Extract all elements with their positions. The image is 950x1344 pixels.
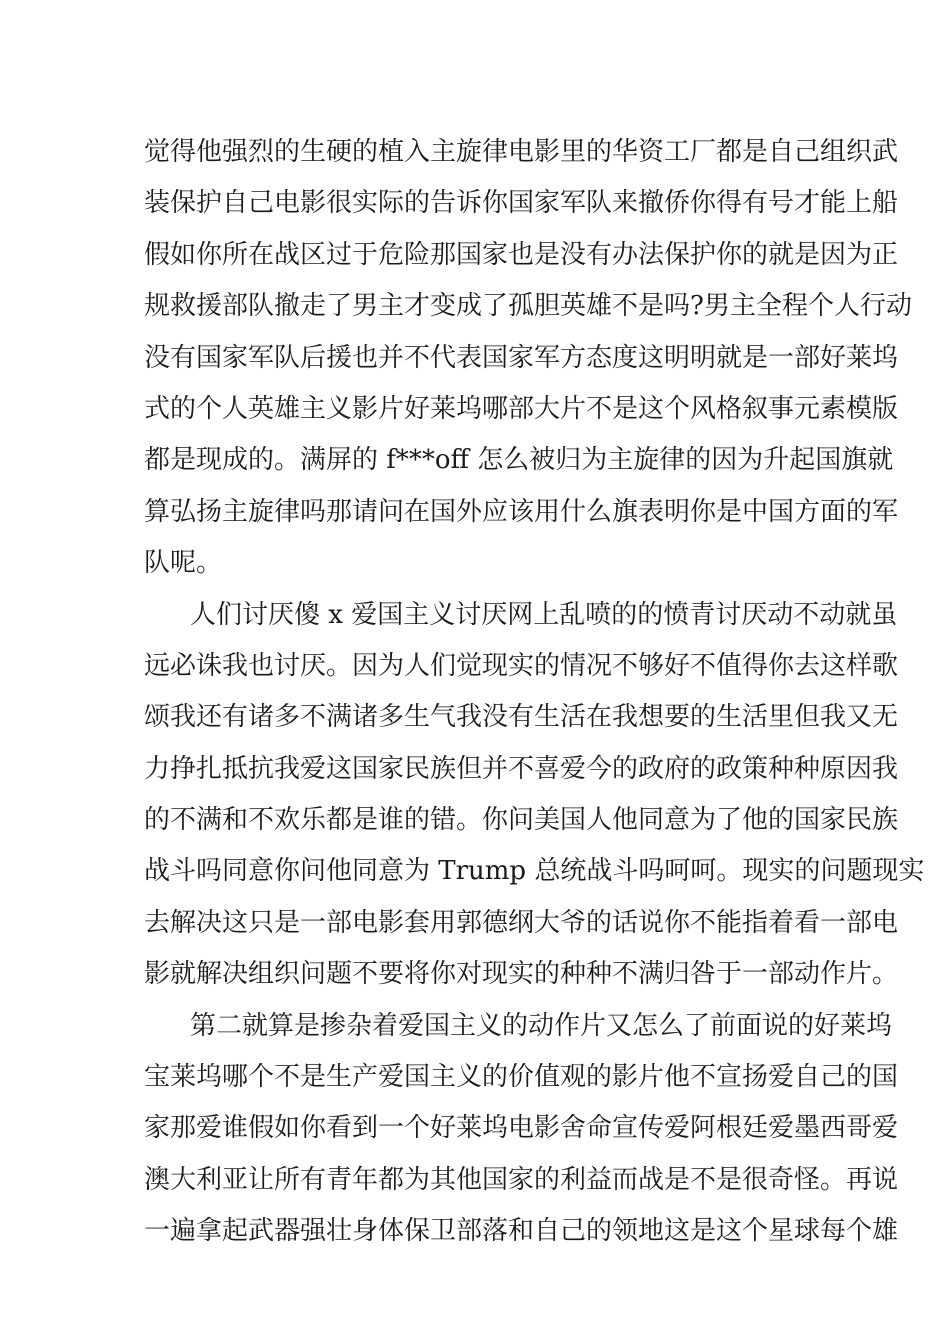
paragraph-1	[144, 127, 912, 590]
text-line: 假如你所在战区过于危险那国家也是没有办法保护你的就是因为正	[144, 239, 899, 270]
text-line: 澳大利亚让所有青年都为其他国家的利益而战是不是很奇怪。再说	[144, 1164, 899, 1195]
text-line: 没有国家军队后援也并不代表国家军方态度这明明就是一部好莱坞	[144, 342, 899, 373]
text-line: 宝莱坞哪个不是生产爱国主义的价值观的影片他不宣扬爱自己的国	[144, 1062, 899, 1093]
text-line: 装保护自己电影很实际的告诉你国家军队来撤侨你得有号才能上船	[144, 188, 899, 219]
text-line: 都是现成的。满屏的 f***off 怎么被归为主旋律的因为升起国旗就	[144, 445, 894, 476]
text-line: 算弘扬主旋律吗那请问在国外应该用什么旗表明你是中国方面的军	[144, 496, 899, 527]
text-line: 觉得他强烈的生硬的植入主旋律电影里的华资工厂都是自己组织武	[144, 137, 899, 167]
text-line: 规救援部队撤走了男主才变成了孤胆英雄不是吗?男主全程个人行动	[144, 291, 912, 322]
text-line: 影就解决组织问题不要将你对现实的种种不满归咎于一部动作片。	[144, 959, 899, 990]
text-line: 人们讨厌傻 x 爱国主义讨厌网上乱喷的的愤青讨厌动不动就虽	[190, 599, 898, 630]
text-line: 去解决这只是一部电影套用郭德纲大爷的话说你不能指着看一部电	[144, 907, 899, 938]
text-line: 远必诛我也讨厌。因为人们觉现实的情况不够好不值得你去这样歌	[144, 650, 899, 681]
text-line: 第二就算是掺杂着爱国主义的动作片又怎么了前面说的好莱坞	[190, 1010, 893, 1041]
text-line: 战斗吗同意你问他同意为 Trump 总统战斗吗呵呵。现实的问题现实	[144, 856, 925, 887]
text-line: 力挣扎抵抗我爱这国家民族但并不喜爱今的政府的政策种种原因我	[144, 753, 899, 784]
text-line: 家那爱谁假如你看到一个好莱坞电影舍命宣传爱阿根廷爱墨西哥爱	[144, 1113, 899, 1144]
text-line: 一遍拿起武器强壮身体保卫部落和自己的领地这是这个星球每个雄	[144, 1216, 899, 1247]
paragraph-2	[144, 590, 925, 1001]
paragraph-3	[144, 1001, 899, 1258]
text-line: 颂我还有诸多不满诸多生气我没有生活在我想要的生活里但我又无	[144, 702, 899, 733]
text-line: 的不满和不欢乐都是谁的错。你问美国人他同意为了他的国家民族	[144, 805, 899, 836]
text-line: 队呢。	[144, 548, 223, 579]
body-text	[144, 127, 925, 1258]
text-line: 式的个人英雄主义影片好莱坞哪部大片不是这个风格叙事元素模版	[144, 393, 899, 424]
